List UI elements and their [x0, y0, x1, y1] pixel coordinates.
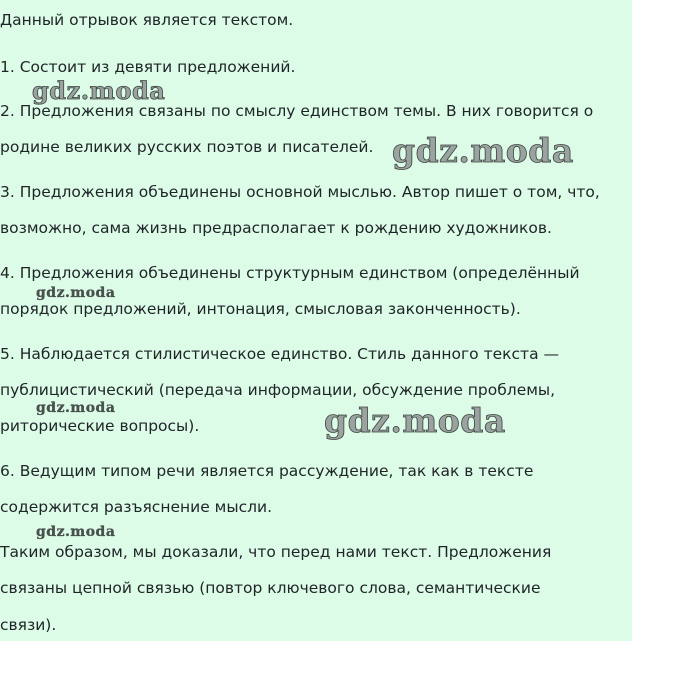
text-line: Таким образом, мы доказали, что перед нами текст. Предложения	[0, 543, 552, 561]
text-line: порядок предложений, интонация, смысловая законченность).	[0, 300, 521, 318]
text-line: риторические вопросы).	[0, 417, 200, 435]
watermark: gdz.moda	[392, 131, 574, 170]
watermark: gdz.moda	[36, 285, 116, 301]
text-line: родине великих русских поэтов и писателей.	[0, 138, 374, 156]
text-line: 2. Предложения связаны по смыслу единством темы. В них говорится о	[0, 102, 594, 120]
watermark: gdz.moda	[32, 76, 166, 105]
text-line: возможно, сама жизнь предрасполагает к рождению художников.	[0, 219, 552, 237]
text-line: связаны цепной связью (повтор ключевого слова, семантические	[0, 579, 541, 597]
text-line: 5. Наблюдается стилистическое единство. Стиль данного текста —	[0, 345, 559, 363]
watermark: gdz.moda	[36, 400, 116, 416]
watermark: gdz.moda	[324, 401, 506, 440]
text-line: 3. Предложения объединены основной мыслью. Автор пишет о том, что,	[0, 183, 600, 201]
text-line: содержится разъяснение мысли.	[0, 498, 273, 516]
text-line: 4. Предложения объединены структурным единством (определённый	[0, 264, 580, 282]
text-line: Данный отрывок является текстом.	[0, 11, 294, 29]
watermark: gdz.moda	[36, 524, 116, 540]
text-line: связи).	[0, 616, 57, 634]
text-line: 6. Ведущим типом речи является рассуждение, так как в тексте	[0, 462, 534, 480]
text-line: 1. Состоит из девяти предложений.	[0, 58, 296, 76]
text-line: публицистический (передача информации, обсуждение проблемы,	[0, 381, 556, 399]
